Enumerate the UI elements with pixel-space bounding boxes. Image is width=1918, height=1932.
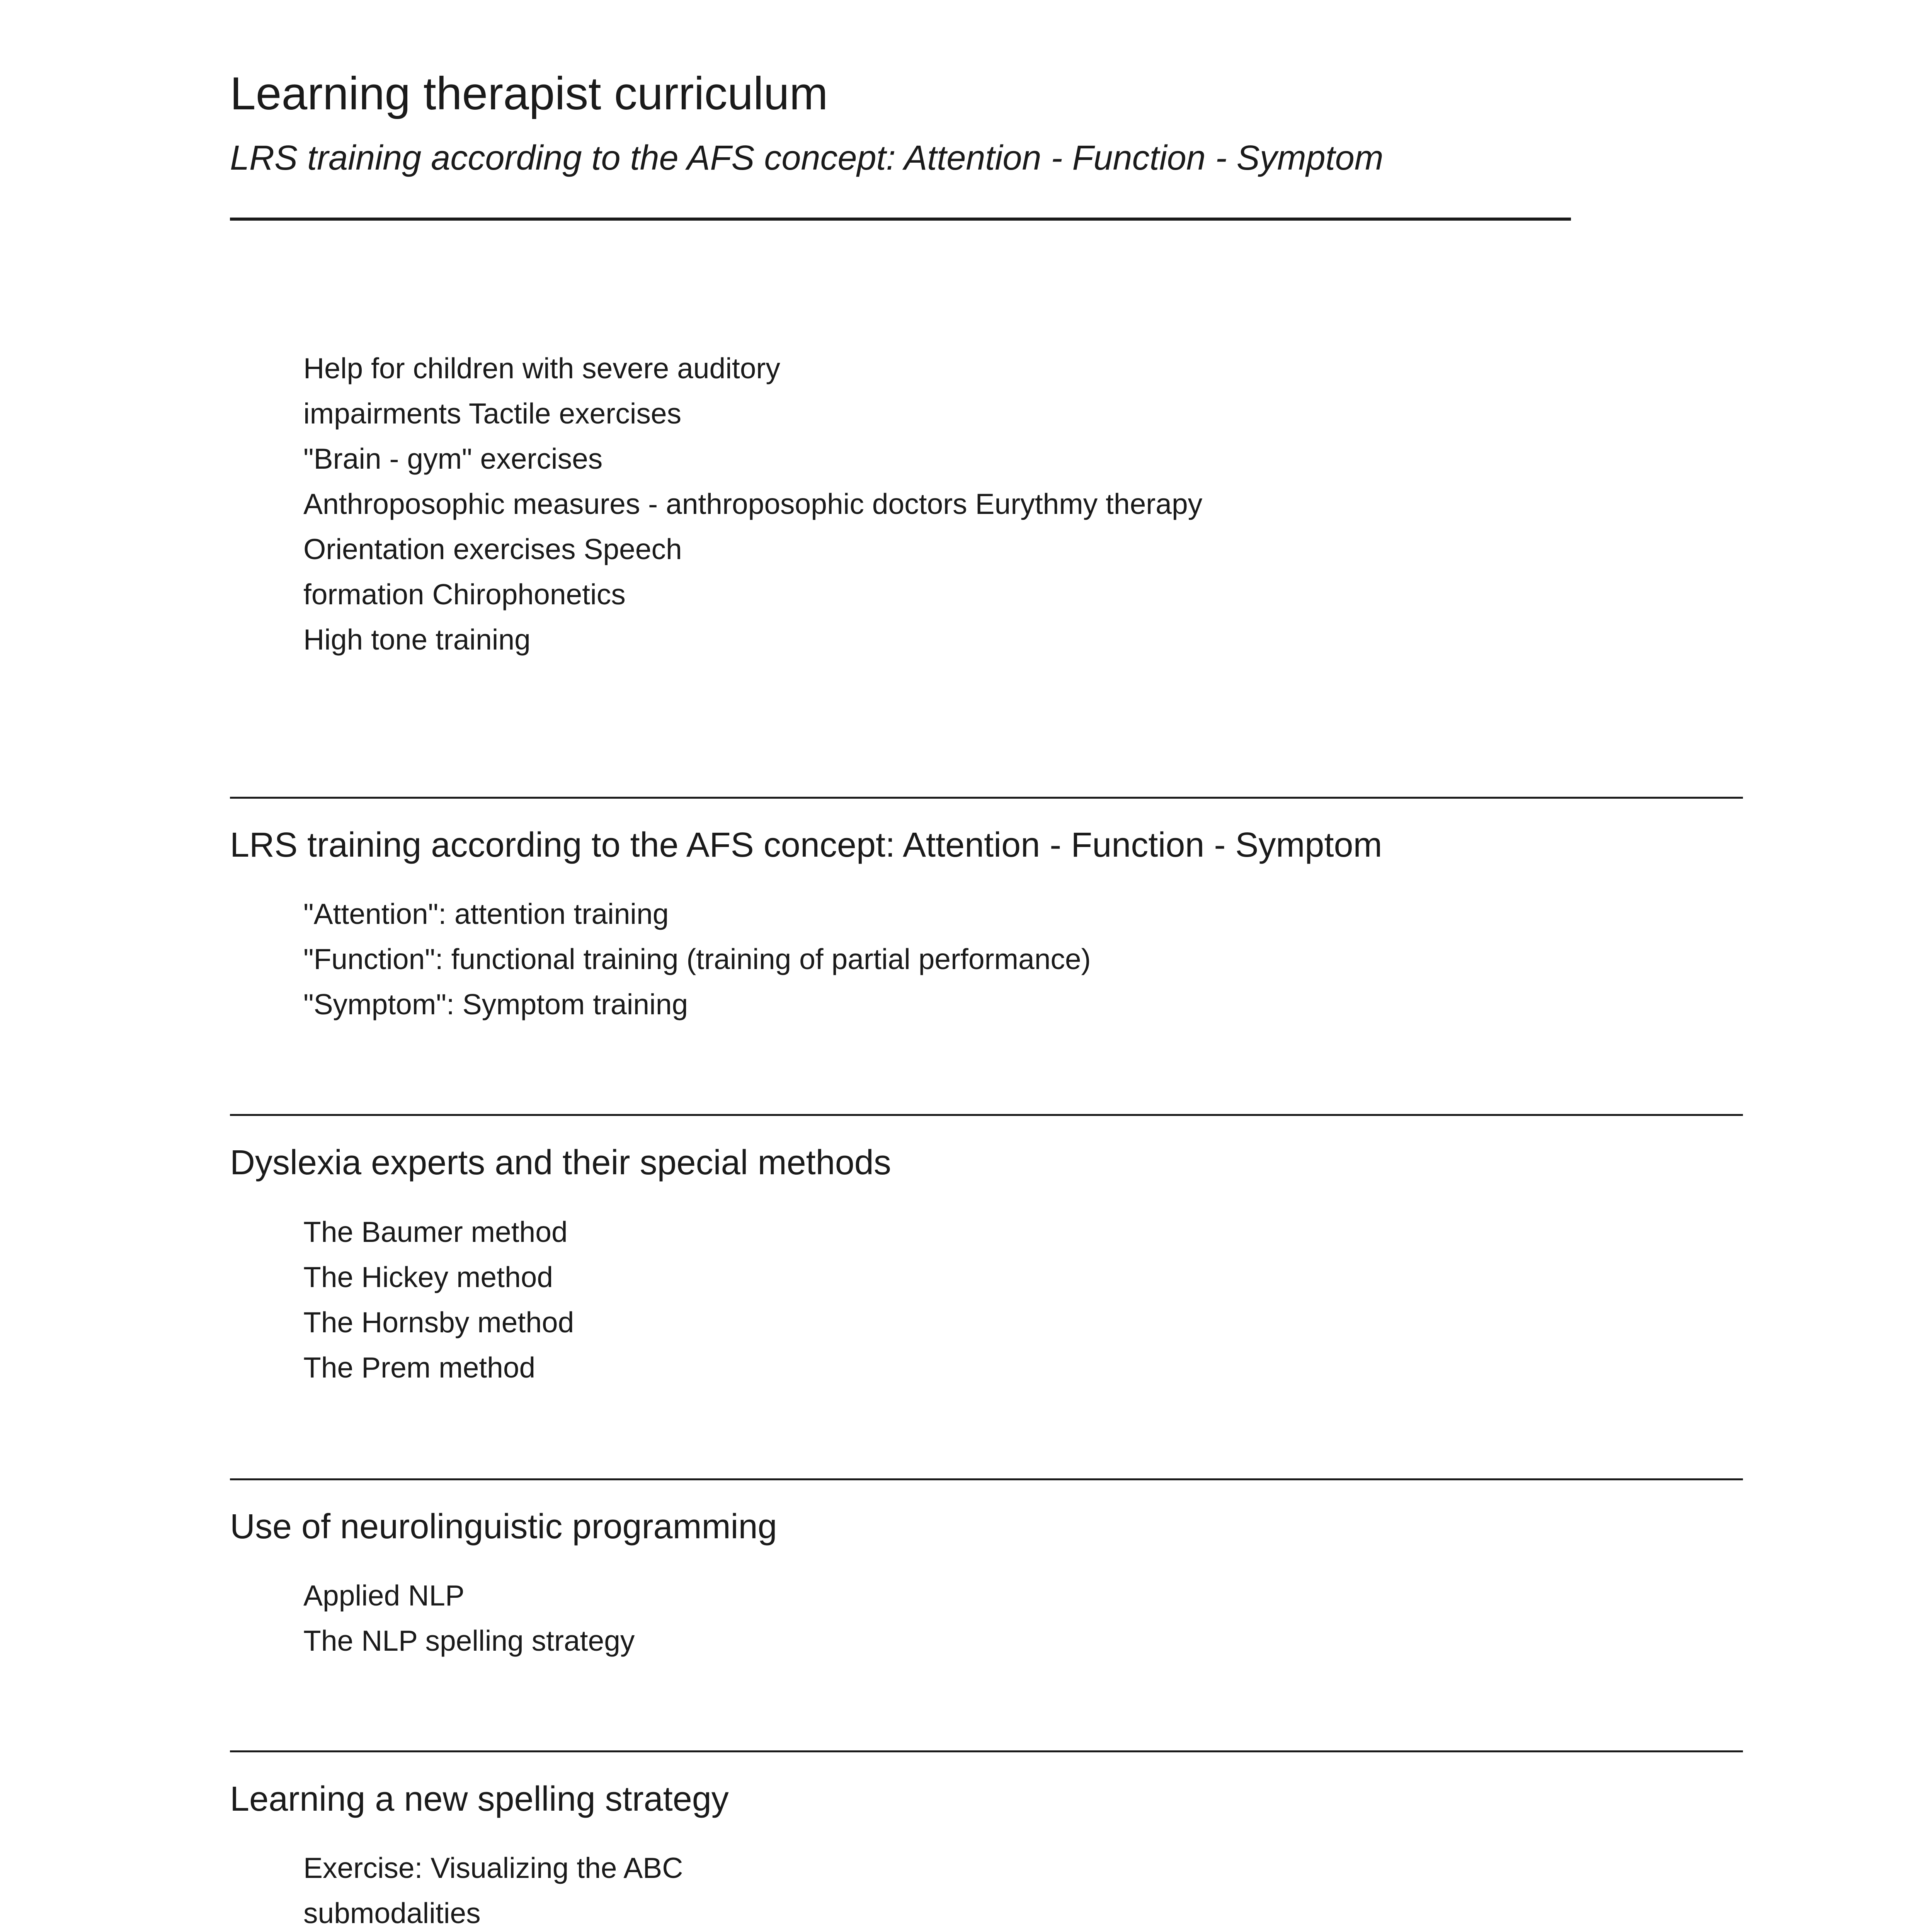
section-items-spelling [303, 1845, 683, 1932]
list-item: The Baumer method [303, 1216, 568, 1248]
list-item: impairments Tactile exercises [303, 397, 682, 430]
list-item: Orientation exercises Speech [303, 533, 682, 565]
list-item: Anthroposophic measures - anthroposophic doctors Eurythmy therapy [303, 488, 1203, 520]
section-items-nlp [303, 1573, 635, 1663]
list-item: The NLP spelling strategy [303, 1624, 635, 1657]
section-heading-afs: LRS training according to the AFS concept: Attention - Function - Symptom [230, 826, 1382, 864]
list-item: Help for children with severe auditory [303, 352, 780, 384]
section-items-dyslexia [303, 1209, 574, 1390]
list-item: formation Chirophonetics [303, 578, 626, 611]
document-subtitle: LRS training according to the AFS concept: Attention - Function - Symptom [230, 139, 1384, 177]
section-divider [230, 1478, 1743, 1480]
list-item: Applied NLP [303, 1579, 465, 1612]
section-heading-dyslexia: Dyslexia experts and their special methods [230, 1143, 891, 1182]
section-heading-nlp: Use of neurolinguistic programming [230, 1507, 777, 1546]
list-item: The Prem method [303, 1351, 536, 1384]
list-item: The Hickey method [303, 1261, 553, 1293]
section-items-afs [303, 891, 1091, 1027]
intro-topic-list [303, 346, 1202, 662]
section-heading-spelling: Learning a new spelling strategy [230, 1780, 729, 1818]
list-item: "Symptom": Symptom training [303, 988, 688, 1020]
section-divider [230, 1750, 1743, 1752]
list-item: High tone training [303, 623, 531, 656]
list-item: submodalities [303, 1897, 481, 1929]
list-item: "Function": functional training (training of partial performance) [303, 943, 1091, 975]
list-item: "Attention": attention training [303, 898, 669, 930]
section-divider [230, 1114, 1743, 1116]
list-item: Exercise: Visualizing the ABC [303, 1852, 683, 1884]
list-item: The Hornsby method [303, 1306, 574, 1338]
section-divider [230, 797, 1743, 799]
list-item: "Brain - gym" exercises [303, 442, 603, 475]
header-divider [230, 218, 1571, 221]
document-title: Learning therapist curriculum [230, 68, 828, 119]
